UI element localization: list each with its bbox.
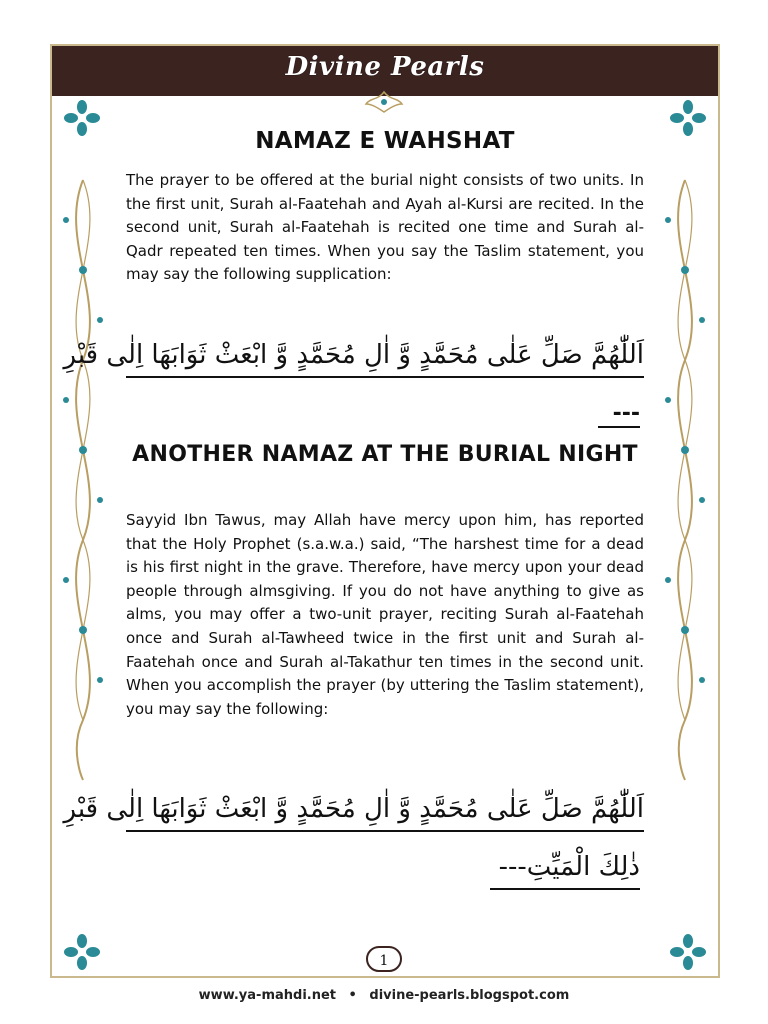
page-number: 1: [366, 946, 402, 972]
section-title: NAMAZ E WAHSHAT: [255, 128, 515, 154]
flower-icon: [670, 934, 706, 970]
header-banner: [52, 46, 718, 96]
flower-icon: [670, 100, 706, 136]
section-body: The prayer to be offered at the burial night consists of two units. In the first unit, Surah al-Faatehah and Ayah al-Kursi are recited. In the second unit, Surah al-Faatehah is recited one time and Surah al-Qadr repeated ten times. When you say the Taslim statement, you may say the following supplication:: [126, 171, 644, 284]
footer-separator: •: [348, 988, 357, 1003]
left-vine-ornament-icon: [54, 180, 112, 780]
footer: [0, 988, 768, 1003]
section-title: ANOTHER NAMAZ AT THE BURIAL NIGHT: [132, 442, 638, 467]
arabic-supplication-line-1: اَللّٰهُمَّ صَلِّ عَلٰى مُحَمَّدٍ وَّ اٰلِ مُحَمَّدٍ وَّ ابْعَثْ ثَوَابَهَا اِلٰى قَبْرِ: [126, 790, 644, 832]
brand-title: Divine Pearls: [285, 52, 485, 82]
flower-icon: [64, 100, 100, 136]
flower-icon: [64, 934, 100, 970]
section-body: Sayyid Ibn Tawus, may Allah have mercy upon him, has reported that the Holy Prophet (s.a.w.a.) said, “The harshest time for a dead is his first night in the grave. Therefore, have mercy upon your dead people through almsgiving. If you do not have anything to give as alms, you may offer a two-unit prayer, reciting Surah al-Faatehah once and Surah al-Tawheed twice in the first unit and Surah al-Faatehah once and Surah al-Takathur ten times in the second unit. When you accomplish the prayer (by uttering the Taslim statement), you may say the following:: [126, 511, 644, 718]
arabic-supplication-line-2: ذٰلِكَ الْمَيِّتِ---: [490, 848, 640, 890]
footer-link-divine-pearls[interactable]: divine-pearls.blogspot.com: [369, 988, 570, 1003]
header-ornament-icon: [364, 90, 404, 114]
footer-link-ya-mahdi[interactable]: www.ya-mahdi.net: [198, 988, 337, 1003]
continuation-mark: ---: [598, 402, 640, 428]
arabic-supplication: اَللّٰهُمَّ صَلِّ عَلٰى مُحَمَّدٍ وَّ اٰلِ مُحَمَّدٍ وَّ ابْعَثْ ثَوَابَهَا اِلٰى قَبْرِ: [126, 336, 644, 378]
right-vine-ornament-icon: [656, 180, 714, 780]
